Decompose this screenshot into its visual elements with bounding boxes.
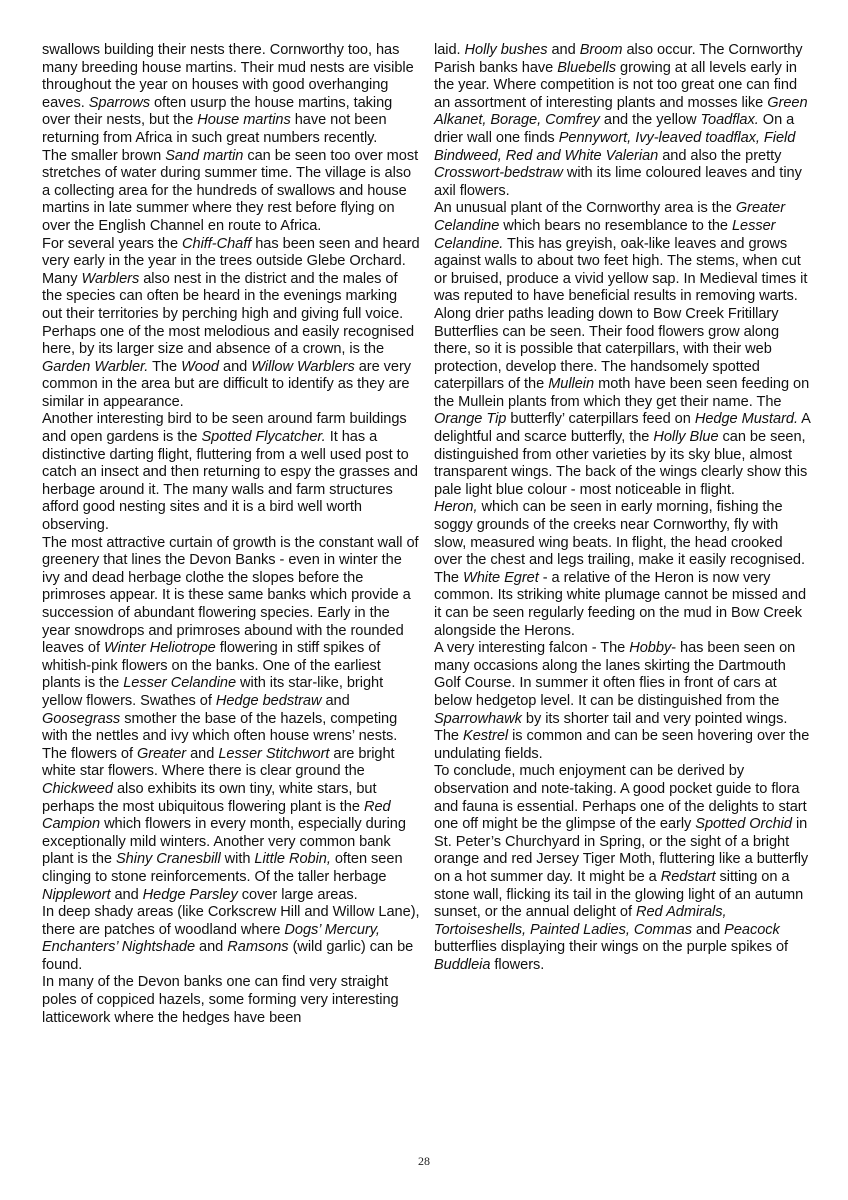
italic-term: Bluebells [557,59,616,76]
italic-term: Green Alkanet, Borage, Comfrey [434,94,808,129]
italic-term: White Egret [463,569,539,586]
italic-term: Dogs’ Mercury, Enchanters’ Nightshade [42,921,380,956]
text-run: can be seen too over most stretches of water during summer time. The village is also a collecting area for the hundreds of swallows and house martins in late summer where they rest before flying on over the English Channel en route to Africa. [42,147,419,234]
italic-term: Hedge bedstraw [215,692,322,709]
text-run: have not been returning from Africa in such great numbers recently. [42,112,387,146]
text-run: To conclude, much enjoyment can be derived by observation and note-taking. A good pocket guide to flora and fauna is essential. Perhaps one of the delights to start one off might be the glimpse of the early [434,763,807,833]
text-run: with its lime coloured leaves and tiny axil flowers. [434,165,802,199]
italic-term: Kestrel [463,728,509,745]
italic-term: Wood [181,358,220,375]
text-run: sitting on a stone wall, flicking its tail in the glowing light of an autumn sunset, or the annual delight of [434,868,804,921]
paragraph [42,148,420,236]
text-run: It has a distinctive darting flight, fluttering from a well used post to catch an insect and then returning to espy the grasses and herbage around it. The many walls and farm structures afford good nesting sites and it is a bird well worth observing. [42,429,418,534]
text-column-left [42,42,420,1027]
italic-term: Redstart [660,868,716,885]
italic-term: Mullein [548,376,595,393]
text-run: often usurp the house martins, taking over their nests, but the [42,94,393,129]
text-run: with its star-like, bright yellow flowers. Swathes of [42,675,384,709]
italic-term: Hobby [629,640,672,657]
text-run: In many of the Devon banks one can find very straight poles of coppiced hazels, some forming very interesting latticework where the hedges have been [42,974,399,1026]
italic-term: Holly bushes [464,42,548,58]
text-run: which can be seen in early morning, fishing the soggy grounds of the creeks near Cornworthy, fly with slow, measured wing beats. In flight, the head crooked over the chest and legs trailing, make it easily recognised. The [434,499,805,586]
italic-term: Sparrowhawk [434,710,522,727]
paragraph [434,306,812,500]
italic-term: Warblers [81,270,140,287]
italic-term: Greater Celandine [434,200,785,234]
text-run: (wild garlic) can be found. [42,939,414,973]
text-run: are bright white star flowers. Where there is clear ground the [42,745,395,780]
paragraph [434,499,812,640]
paragraph [434,42,812,200]
text-run: - has been seen on many occasions along the lanes skirting the Dartmouth Golf Course. In summer it often flies in front of cars at below hedgetop level. It can be distinguished from the [434,640,796,709]
italic-term: Lesser Stitchwort [218,745,330,762]
paragraph [434,200,812,306]
italic-term: Broom [579,42,623,58]
italic-term: Spotted Flycatcher. [201,429,326,446]
italic-term: Red Campion [42,798,391,833]
text-run: The smaller brown [42,147,166,164]
text-run: and [691,921,725,938]
italic-term: Little Robin, [254,851,331,868]
italic-term: Hedge Parsley [142,886,238,903]
text-run: butterflies displaying their wings on the purple spikes of [434,939,789,956]
italic-term: Willow Warblers [251,358,355,375]
italic-term: Chiff-Chaff [182,235,252,252]
paragraph [42,904,420,974]
italic-term: Peacock [724,921,780,938]
text-run: with [220,851,255,868]
italic-term: Garden Warbler. [42,358,149,375]
text-run: On a drier wall one finds [434,112,795,146]
text-run: has been seen and heard very early in the year in the trees outside Glebe Orchard. Many [42,235,420,287]
italic-term: Pennywort, Ivy-leaved toadflax, Field Bindweed, Red and White Valerian [434,129,796,164]
text-run: and also the pretty [658,147,782,164]
italic-term: Spotted Orchid [695,816,792,833]
text-run: also nest in the district and the males of the species can often be heard in the evenings marking out their territories by perching high and giving full voice. Perhaps one of the most melodious and easily recognised here, by its larger size and absence of a crown, is the [42,270,415,358]
text-run: cover large areas. [237,886,358,903]
italic-term: Buddleia [434,956,491,973]
text-run: flowers. [490,956,545,973]
italic-term: Holly Blue [653,429,719,446]
italic-term: Sand martin [165,147,244,164]
italic-term: Lesser Celandine. [434,217,776,252]
italic-term: Toadflax. [700,112,759,129]
text-run: - a relative of the Heron is now very common. Its striking white plumage cannot be missed and it can be seen regularly feeding on the mud in Bow Creek alongside the Herons. [434,569,807,639]
paragraph [434,640,812,763]
text-run: and [186,745,219,762]
text-run: The flowers of [42,745,137,762]
italic-term: Greater [136,745,187,762]
paragraph [42,746,420,904]
text-run: The [148,358,182,375]
text-run: moth have been seen feeding on the Mullein plants from which they get their name. The [434,376,810,410]
paragraph [42,42,420,148]
paragraph [42,236,420,412]
italic-term: Red Admirals, Tortoiseshells, Painted Ladies, Commas [434,904,727,938]
italic-term: Orange Tip [434,411,507,428]
paragraph [42,535,420,746]
text-run: and [547,42,580,58]
paragraph [42,974,420,1027]
text-run: are very common in the area but are difficult to identify as they are similar in appearance. [42,358,412,410]
text-run: in St. Peter’s Churchyard in Spring, or the sight of a bright orange and red Jersey Tiger Moth, fluttering like a butterfly on a hot summer day. It might be a [434,816,809,885]
text-run: Along drier paths leading down to Bow Creek Fritillary Butterflies can be seen. Their food flowers grow along there, so it is possible that caterpillars, with their web protection, develop there. The handsomely spotted caterpillars of the [434,305,780,393]
text-run: and the yellow [599,112,701,129]
text-run: which flowers in every month, especially during exceptionally mild winters. Another very common bank plant is the [42,816,406,868]
italic-term: Winter Heliotrope [103,640,216,657]
italic-term: Sparrows [88,94,150,111]
italic-term: Ramsons [227,939,289,956]
text-run: laid. [434,42,465,58]
text-run: Another interesting bird to be seen around farm buildings and open gardens is the [42,411,407,446]
text-run: For several years the [42,235,183,252]
text-run: also occur. The Cornworthy Parish banks have [434,42,803,76]
text-run: and [219,358,252,375]
text-run: This has greyish, oak-like leaves and grows against walls to about two feet high. The stems, when cut or bruised, produce a vivid yellow sap. In Medieval times it was reputed to have beneficial results in removing warts. [434,235,808,305]
paragraph [42,411,420,534]
italic-term: Chickweed [42,780,113,797]
text-run: The most attractive curtain of growth is the constant wall of greenery that lines the Devon Banks - even in winter the ivy and dead herbage clothe the slopes before the primroses appear. It is these same banks which provide a succession of abundant flowering species. Early in the year snowdrops and primroses abound with the rounded leaves of [42,534,419,657]
text-run: which bears no resemblance to the [499,217,732,234]
italic-term: Lesser Celandine [123,675,237,692]
italic-term: Heron, [434,499,478,516]
text-run: also exhibits its own tiny, white stars, but perhaps the most ubiquitous flowering plant is the [42,780,377,815]
text-run: swallows building their nests there. Cornworthy too, has many breeding house martins. Their mud nests are visible throughout the year on houses with good overhanging eaves. [42,42,414,111]
text-run: growing at all levels early in the year. Where competition is not too great one can find an assortment of interesting plants and mosses like [434,59,798,111]
page-number: 28 [418,1154,430,1168]
italic-term: House martins [197,112,291,129]
text-run: and [321,692,350,709]
paragraph [434,763,812,974]
text-run: flowering in stiff spikes of whitish-pink flowers on the banks. One of the earliest plants is the [42,640,381,692]
text-run: and [195,939,228,956]
text-run: A delightful and scarce butterfly, the [434,411,811,446]
text-run: smother the base of the hazels, competing with the nettles and ivy which often house wrens’ nests. [42,710,398,745]
italic-term: Shiny Cranesbill [116,851,221,868]
text-run: often seen clinging to stone reinforcements. Of the taller herbage [42,851,403,885]
text-run: An unusual plant of the Cornworthy area is the [434,200,736,217]
italic-term: Goosegrass [42,710,121,727]
text-run: is common and can be seen hovering over the undulating fields. [434,728,810,762]
text-run: by its shorter tail and very pointed wings. The [434,710,788,745]
italic-term: Nipplewort [42,886,111,903]
text-run: In deep shady areas (like Corkscrew Hill and Willow Lane), there are patches of woodland where [42,904,420,938]
italic-term: Crosswort-bedstraw [434,165,563,182]
text-run: can be seen, distinguished from other varieties by its sky blue, almost transparent wings. The back of the wings clearly show this pale light blue colour - most noticeable in flight. [434,429,808,498]
text-run: butterfly’ caterpillars feed on [506,411,695,428]
text-column-right [434,42,812,974]
text-run: A very interesting falcon - The [434,640,630,657]
text-run: and [110,886,143,903]
italic-term: Hedge Mustard. [694,411,798,428]
